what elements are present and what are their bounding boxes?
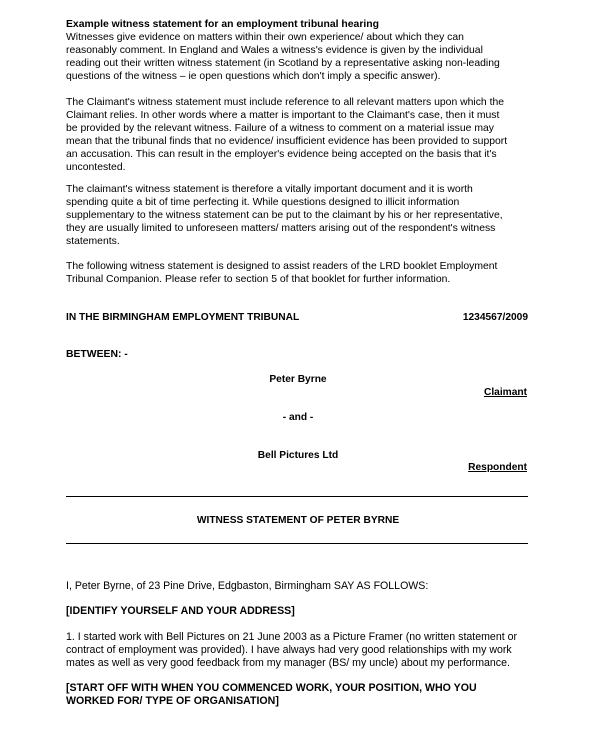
divider-top xyxy=(66,496,528,497)
divider-bottom xyxy=(66,543,528,544)
statement-opening: I, Peter Byrne, of 23 Pine Drive, Edgbaston, Birmingham SAY AS FOLLOWS: xyxy=(66,580,429,592)
intro-paragraph-1: Witnesses give evidence on matters within their own experience/ about which they can reasonably comment. In England and Wales a witness's evidence is given by the individual reading out their written witness statement (in Scotland by a representative asking non-leading questions of the witness – ie open questions which don't imply a specific answer). xyxy=(66,32,500,82)
statement-opening-block xyxy=(66,580,544,593)
case-number: 1234567/2009 xyxy=(462,312,528,323)
intro-paragraph-4: The following witness statement is designed to assist readers of the LRD booklet Employment Tribunal Companion. Please refer to section 5 of that booklet for further information. xyxy=(66,261,498,285)
section-1-heading: [IDENTIFY YOURSELF AND YOUR ADDRESS] xyxy=(66,605,295,617)
intro-paragraph-3: The claimant's witness statement is therefore a vitally important document and it is worth spending quite a bit of time perfecting it. While questions designed to illicit information supplementary to the witness statement can be put to the claimant by his or her representative, they are usually limited to unforeseen matters/ matters arising out of the respondent's witness statements. xyxy=(66,184,503,247)
intro-paragraph-4-block xyxy=(66,260,544,286)
claimant-name: Peter Byrne xyxy=(269,374,327,385)
court-name: IN THE BIRMINGHAM EMPLOYMENT TRIBUNAL xyxy=(66,312,300,323)
between-label: BETWEEN: - xyxy=(66,349,128,360)
section-1-heading-block xyxy=(66,605,544,618)
section-2-heading-block xyxy=(66,682,544,708)
item-1-block xyxy=(66,631,544,670)
case-header xyxy=(66,312,528,323)
respondent-name: Bell Pictures Ltd xyxy=(257,450,339,461)
claimant-role: Claimant xyxy=(483,387,527,398)
statement-item-1: 1. I started work with Bell Pictures on 21 June 2003 as a Picture Framer (no written statement or contract of employment was provided). I have always had very good relationships with my work mates as well as very good feedback from my manager (BS/ my uncle) about my performance. xyxy=(66,631,518,669)
statement-heading: WITNESS STATEMENT OF PETER BYRNE xyxy=(196,515,400,526)
intro-title: Example witness statement for an employment tribunal hearing xyxy=(66,19,379,30)
intro-paragraph-2: The Claimant's witness statement must include reference to all relevant matters upon which the Claimant relies. In other words where a matter is important to the Claimant's case, then it must be provided by the relevant witness. Failure of a witness to comment on a material issue may mean that the tribunal finds that no evidence/ insufficient evidence has been provided to support an accusation. This can result in the employer's evidence being accepted on the basis that it's uncontested. xyxy=(66,97,508,173)
intro-paragraph-2-block xyxy=(66,96,544,174)
and-separator: - and - xyxy=(282,412,314,423)
intro-paragraph-3-block xyxy=(66,183,544,248)
section-2-heading: [START OFF WITH WHEN YOU COMMENCED WORK, YOUR POSITION, WHO YOU WORKED FOR/ TYPE OF ORGANISATION] xyxy=(66,682,477,707)
respondent-role: Respondent xyxy=(468,462,527,473)
intro-section xyxy=(66,18,544,83)
